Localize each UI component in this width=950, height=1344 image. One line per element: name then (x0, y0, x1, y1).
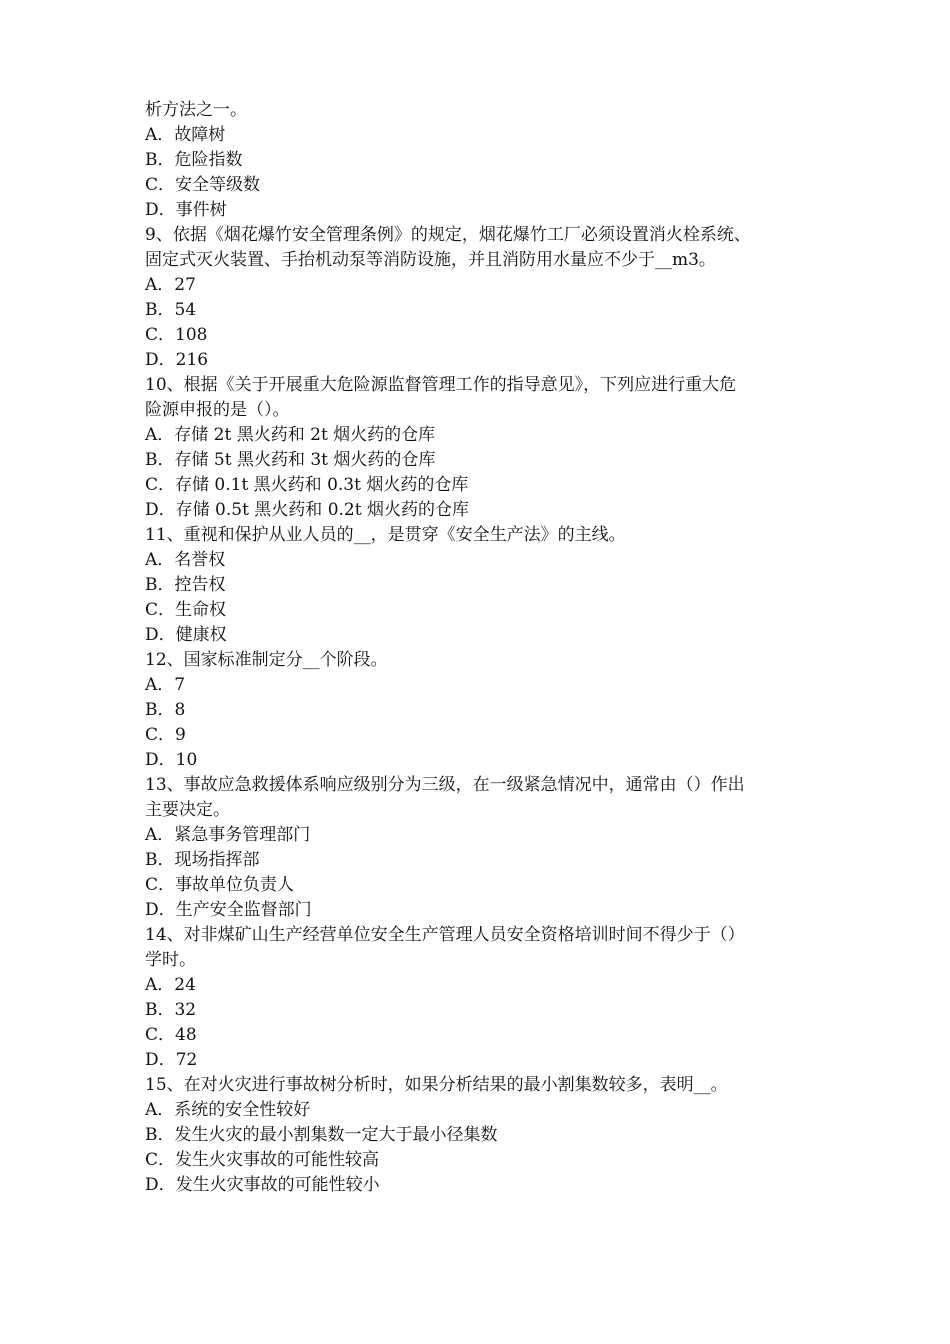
option-c: C．发生火灾事故的可能性较高 (145, 1150, 380, 1170)
option-d: D．存储 0.5t 黑火药和 0.2t 烟火药的仓库 (145, 500, 469, 520)
option-a: A．系统的安全性较好 (145, 1100, 311, 1120)
question-text: 学时。 (145, 950, 196, 970)
option-d: D．10 (145, 750, 198, 770)
intro-options (145, 123, 820, 223)
option-d: D．生产安全监督部门 (145, 900, 312, 920)
question-text: 9、依据《烟花爆竹安全管理条例》的规定，烟花爆竹工厂必须设置消火栓系统、 (145, 225, 751, 245)
option-c: C．48 (145, 1025, 197, 1045)
option-c: C．存储 0.1t 黑火药和 0.3t 烟火药的仓库 (145, 475, 469, 495)
option-a: A．紧急事务管理部门 (145, 825, 311, 845)
question-13 (145, 773, 820, 923)
question-text: 固定式灭火装置、手抬机动泵等消防设施，并且消防用水量应不少于__m3。 (145, 250, 716, 270)
question-11 (145, 523, 820, 648)
question-text: 主要决定。 (145, 800, 230, 820)
option-b: B．危险指数 (145, 150, 243, 170)
option-c: C．9 (145, 725, 186, 745)
option-a: A．故障树 (145, 125, 226, 145)
option-a: A．27 (145, 275, 196, 295)
question-text: 14、对非煤矿山生产经营单位安全生产管理人员安全资格培训时间不得少于（） (145, 925, 745, 945)
option-a: A．名誉权 (145, 550, 226, 570)
question-text: 13、事故应急救援体系响应级别分为三级，在一级紧急情况中，通常由（）作出 (145, 775, 745, 795)
option-b: B．存储 5t 黑火药和 3t 烟火药的仓库 (145, 450, 436, 470)
option-d: D．72 (145, 1050, 198, 1070)
intro-block (145, 98, 820, 223)
option-b: B．控告权 (145, 575, 226, 595)
option-d: D．健康权 (145, 625, 227, 645)
option-b: B．8 (145, 700, 186, 720)
option-b: B．现场指挥部 (145, 850, 260, 870)
question-text: 15、在对火灾进行事故树分析时，如果分析结果的最小割集数较多，表明__。 (145, 1075, 728, 1095)
option-b: B．54 (145, 300, 197, 320)
option-d: D．216 (145, 350, 209, 370)
option-d: D．事件树 (145, 200, 227, 220)
option-b: B．32 (145, 1000, 197, 1020)
option-b: B．发生火灾的最小割集数一定大于最小径集数 (145, 1125, 498, 1145)
question-15 (145, 1073, 820, 1198)
question-14 (145, 923, 820, 1073)
question-text: 11、重视和保护从业人员的__，是贯穿《安全生产法》的主线。 (145, 525, 626, 545)
document-page (145, 98, 820, 1198)
question-9 (145, 223, 820, 373)
question-text: 12、国家标准制定分__个阶段。 (145, 650, 388, 670)
question-text: 险源申报的是（）。 (145, 400, 290, 420)
option-a: A．存储 2t 黑火药和 2t 烟火药的仓库 (145, 425, 436, 445)
question-12 (145, 648, 820, 773)
option-a: A．24 (145, 975, 196, 995)
option-a: A．7 (145, 675, 186, 695)
option-c: C．事故单位负责人 (145, 875, 295, 895)
intro-text: 析方法之一。 (145, 100, 247, 120)
option-d: D．发生火灾事故的可能性较小 (145, 1175, 380, 1195)
question-text: 10、根据《关于开展重大危险源监督管理工作的指导意见》，下列应进行重大危 (145, 375, 737, 395)
option-c: C．108 (145, 325, 208, 345)
option-c: C．安全等级数 (145, 175, 261, 195)
option-c: C．生命权 (145, 600, 227, 620)
question-10 (145, 373, 820, 523)
